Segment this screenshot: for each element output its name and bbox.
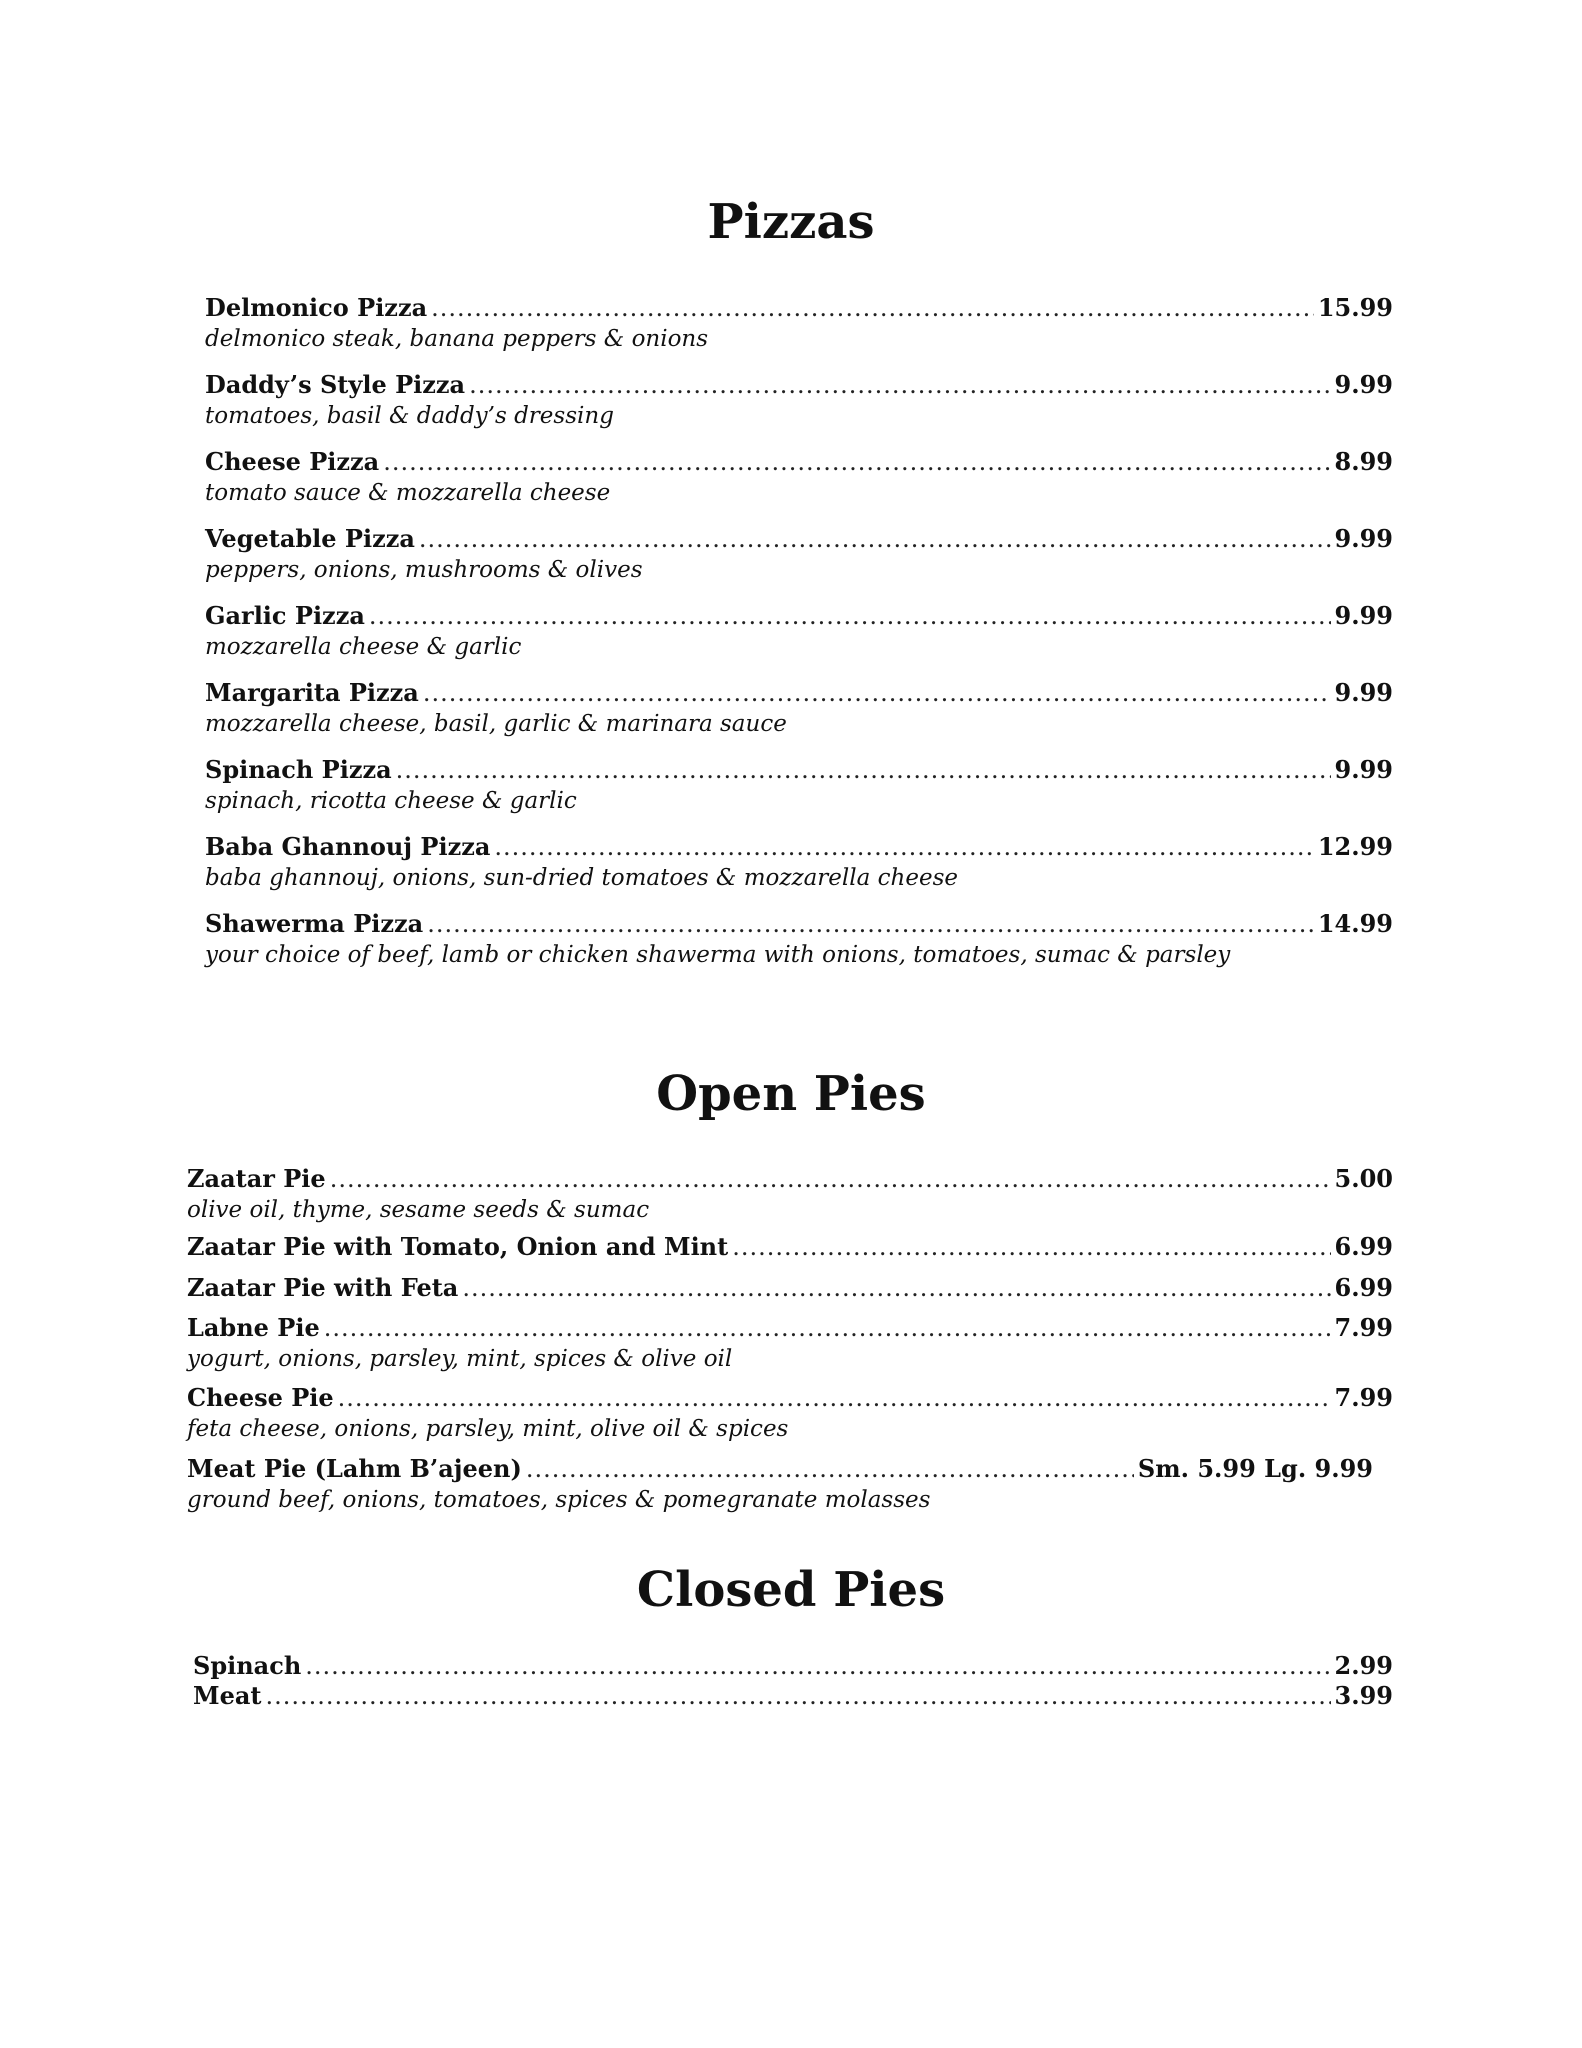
menu-item: [205, 832, 1393, 912]
dot-leader: [469, 373, 1330, 397]
item-row: [205, 755, 1393, 790]
item-row: [205, 601, 1393, 636]
item-row: [193, 1651, 1393, 1684]
item-row: [187, 1454, 1373, 1489]
item-price: 9.99: [1334, 370, 1393, 399]
menu-item: [187, 1164, 1393, 1235]
item-description: your choice of beef, lamb or chicken shawerma with onions, tomatoes, sumac & parsley: [205, 942, 1231, 968]
item-row: [205, 832, 1393, 867]
item-row: [187, 1273, 1393, 1308]
item-description: yogurt, onions, parsley, mint, spices & olive oil: [187, 1346, 733, 1372]
item-price: 9.99: [1334, 524, 1393, 553]
item-name: Vegetable Pizza: [205, 524, 415, 553]
menu-item: [187, 1454, 1393, 1527]
item-price: 5.00: [1334, 1164, 1393, 1193]
closed-pies-list: [193, 1651, 1393, 1714]
item-price: 3.99: [1334, 1681, 1393, 1710]
item-name: Meat: [193, 1681, 262, 1710]
item-name: Spinach: [193, 1651, 302, 1680]
item-name: Zaatar Pie with Feta: [187, 1273, 459, 1302]
dot-leader: [383, 450, 1330, 474]
menu-item: [187, 1273, 1393, 1316]
dot-leader: [423, 681, 1331, 705]
item-row: [205, 370, 1393, 405]
item-price: 2.99: [1334, 1651, 1393, 1680]
closed-pies-heading: Closed Pies: [636, 1562, 946, 1618]
item-row: [187, 1313, 1393, 1348]
menu-item: [205, 293, 1393, 373]
dot-leader: [526, 1457, 1134, 1481]
menu-item: [205, 601, 1393, 681]
item-price: 6.99: [1334, 1273, 1393, 1302]
dot-leader: [427, 912, 1314, 936]
item-price: 7.99: [1334, 1383, 1393, 1412]
item-row: [187, 1383, 1393, 1418]
item-name: Cheese Pizza: [205, 447, 380, 476]
item-name: Zaatar Pie: [187, 1164, 326, 1193]
dot-leader: [462, 1276, 1330, 1300]
dot-leader: [419, 527, 1331, 551]
menu-item: [205, 909, 1393, 989]
item-description: tomatoes, basil & daddy’s dressing: [205, 403, 614, 429]
dot-leader: [265, 1684, 1330, 1708]
item-name: Cheese Pie: [187, 1383, 334, 1412]
item-row: [205, 293, 1393, 328]
item-price: Sm. 5.99 Lg. 9.99: [1137, 1454, 1373, 1483]
item-name: Baba Ghannouj Pizza: [205, 832, 491, 861]
item-description: spinach, ricotta cheese & garlic: [205, 788, 577, 814]
item-description: tomato sauce & mozzarella cheese: [205, 480, 611, 506]
item-name: Delmonico Pizza: [205, 293, 428, 322]
menu-item: [205, 755, 1393, 835]
item-price: 9.99: [1334, 601, 1393, 630]
item-row: [187, 1164, 1393, 1199]
item-description: olive oil, thyme, sesame seeds & sumac: [187, 1197, 650, 1223]
item-price: 6.99: [1334, 1232, 1393, 1261]
item-description: delmonico steak, banana peppers & onions: [205, 326, 709, 352]
item-price: 14.99: [1317, 909, 1393, 938]
dot-leader: [338, 1386, 1331, 1410]
dot-leader: [494, 835, 1313, 859]
menu-item: [193, 1651, 1393, 1684]
menu-item: [187, 1383, 1393, 1457]
item-description: ground beef, onions, tomatoes, spices & pomegranate molasses: [187, 1487, 931, 1513]
item-name: Margarita Pizza: [205, 678, 419, 707]
menu-item: [205, 447, 1393, 527]
item-name: Labne Pie: [187, 1313, 320, 1342]
dot-leader: [396, 758, 1331, 782]
item-description: mozzarella cheese & garlic: [205, 634, 522, 660]
item-row: [205, 909, 1393, 944]
item-description: baba ghannouj, onions, sun-dried tomatoes & mozzarella cheese: [205, 865, 958, 891]
item-price: 8.99: [1334, 447, 1393, 476]
dot-leader: [330, 1167, 1331, 1191]
item-name: Zaatar Pie with Tomato, Onion and Mint: [187, 1232, 729, 1261]
pizzas-list: [205, 293, 1393, 989]
item-row: [193, 1681, 1393, 1714]
item-name: Spinach Pizza: [205, 755, 392, 784]
dot-leader: [732, 1235, 1330, 1259]
item-name: Shawerma Pizza: [205, 909, 424, 938]
pizzas-heading: Pizzas: [707, 194, 875, 250]
item-price: 9.99: [1334, 678, 1393, 707]
menu-item: [187, 1232, 1393, 1276]
item-row: [205, 524, 1393, 559]
item-price: 9.99: [1334, 755, 1393, 784]
menu-item: [205, 370, 1393, 450]
item-description: peppers, onions, mushrooms & olives: [205, 557, 643, 583]
item-price: 15.99: [1317, 293, 1393, 322]
item-row: [187, 1232, 1393, 1267]
item-description: feta cheese, onions, parsley, mint, olive oil & spices: [187, 1416, 789, 1442]
menu-item: [187, 1313, 1393, 1386]
item-row: [205, 447, 1393, 482]
item-row: [205, 678, 1393, 713]
menu-item: [205, 524, 1393, 604]
item-price: 7.99: [1334, 1313, 1393, 1342]
dot-leader: [324, 1316, 1331, 1340]
item-name: Daddy’s Style Pizza: [205, 370, 466, 399]
menu-item: [193, 1681, 1393, 1714]
dot-leader: [305, 1654, 1330, 1678]
item-price: 12.99: [1317, 832, 1393, 861]
item-name: Garlic Pizza: [205, 601, 365, 630]
dot-leader: [431, 296, 1314, 320]
menu-item: [205, 678, 1393, 758]
item-name: Meat Pie (Lahm B’ajeen): [187, 1454, 522, 1483]
open-pies-heading: Open Pies: [656, 1066, 926, 1122]
item-description: mozzarella cheese, basil, garlic & marinara sauce: [205, 711, 787, 737]
open-pies-list: [187, 1164, 1393, 1527]
dot-leader: [369, 604, 1331, 628]
